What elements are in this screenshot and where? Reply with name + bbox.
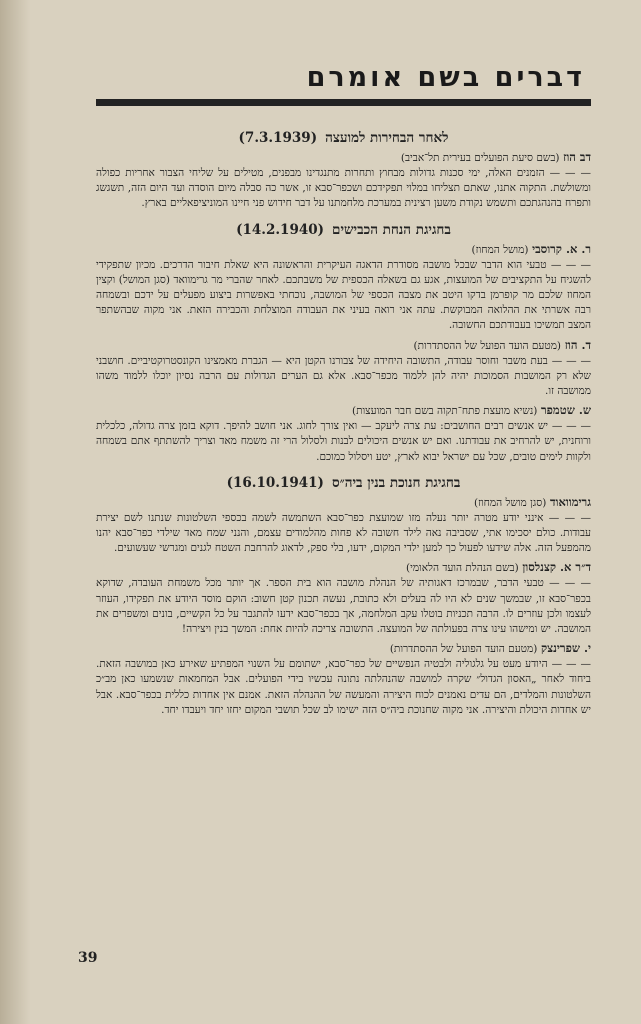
speaker-name: דב הוז [563,150,591,164]
speech-text: — — — אינני יודע מטרה יותר נעלה מזו שמועצת כפר־סבא השתמשה לשמה בכספי השלטונות שנתנו לשם יצירת עבודות. כולם יסכימו אתי, שסביבה נאה לילד חשובה לא פחות מהלמודים עצמם, והנני שמח מאד שילדי כפר־סבא יהנו מהמפעל הזה. אלה שידעו לפעול כך למען ילדי המקום, ידעו, בלי ספק, לדאוג להרחבת השטח לגנים ומגרשי שעשועים. [96,511,591,555]
speaker-role: (בשם סיעת הפועלים בעירית תל־אביב) [400,152,560,164]
speech-text: — — — טבעי הוא הדבר שבכל מושבה מסודרת הדאגה העיקרית והראשונה היא שאלת חיבור הדרכים. מכיון שתפקידי להשגיח על התקציבים של המועצות, אגע גם בשאלה הכספית של משבתכם. לאחר שהברי מר גרימוואד (סגן המושל) וקצין המחוז שלכם מר קופרמן בדקו היטב את מצבה הכספי של המושבה, נוכחתי באפשרות ביצוע מפעלים על ידכם ובשמחה רבה אשרתי את ההלואה המבוקשת. עתה אני רואה בעיני את העבודה המוצלחת והכבירה הזאת. אני מקוה שבהשתפר המצב תמשיכו בעבודתכם החשובה. [96,258,591,332]
section-roads [96,222,591,465]
section-elections [96,130,591,212]
section-heading: בחגיגת הנחת הכבישים [332,221,451,238]
speech-text: — — — הזמנים האלה, ימי סכנות גדולות מבחוץ ותחרות מתנגדינו מבפנים, מטילים על שליחי הצבור אחריות כפולה ומשולשת. התקוה אתנו, שאתם תצליחו במלוי תפקידכם ושכפר־סבא זו, אשר כה סבלה מיום הוסדה ועד היום הזה, תשגשג ותפרח בהנהגתכם ותשמש נקודת משען רצינית במערכת מלחמתנו על דבר חידוש פני חיינו המוניציפאליים בארץ. [96,167,591,210]
speaker-name: ש. שטמפר [541,403,591,418]
section-heading: לאחר הבחירות למועצה [325,130,449,146]
section-school [96,475,591,718]
page-header-title: דברים בשם אומרם [306,62,585,93]
page-number: 39 [78,950,98,966]
speaker-line [96,338,591,354]
speaker-name: ד״ר א. קצנלסון [522,560,591,575]
page-spine-shadow [0,0,30,1024]
speaker-line [96,560,591,576]
section-title [96,222,591,238]
section-title [96,130,591,146]
section-date: (7.3.1939) [238,130,318,146]
speaker-name: י. שפרינצק [540,641,591,656]
speaker-role: (מושל המחוז) [471,243,529,256]
speech-text: — — — טבעי הדבר, שבמרכז דאגותיה של הנהלת מושבה הוא בית הספר. אך יותר מכל משמחת העובדה, שדוקא בכפר־סבא זו, שבמשך שנים לא היו לה בעלים ולא כתובת, נעשה תכנון קטן חשוב: הוקם מוסד היודע את תפקידו, העוזר לעצמו ולכן עוזרים לו. הרבה תכניות בוטלו עקב המלחמה, אך בכפר־סבא ידעו להתגבר על כל הקשיים, בונים ומשפרים את המושבה. יש ומישהו עינו צרה בפעולתה של המועצה. התשובה צריכה להיות אחת: המשך בנין ויצירה! [96,577,591,636]
speaker-role: (מטעם הועד הפועל של ההסתדרות) [389,643,538,656]
speaker-line [96,495,591,511]
speech-text: — — — בעת משבר וחוסר עבודה, התשובה היחידה של צבורנו הקטן היא — הגברת מאמצינו הקונסטרוקטיביים. חושבני שלא רק המושבות הסמוכות יהיה להן ללמוד מכפר־סבא. אלא גם הערים הגדולות עם הרבה נסיון יוכלו ללמוד משהו ממושבה זו. [96,354,591,398]
speaker-name: גרימוואוד [549,494,591,509]
speech-text: — — — היודע מעט על גלגוליה ולבטיה הנפשיים של כפר־סבא, ישתומם על השנוי המפתיע שאירע כאן במושבה הזאת. ביחוד לאחר „האסון הגדול״ שקרה למושבה שהנהלתה נתונה עכשיו בידי הפועלים. אבל המחמאות שנשמעו כאן מב״כ השלטונות והמלדים, הם עדים נאמנים לכוח היצירה והמעשה של ההנהלה הזאת. אמנם אין אחדות כללית בכפר־סבא. אבל יש אחדות היכולת והיצירה. אני מקוה שחנוכת ביה״ס הזה ישימו לב שכל תושבי המקום יחזו יחד ויעבדו יחד. [96,658,591,716]
section-date: (14.2.1940) [236,221,325,238]
speech-text: — — — יש אנשים רבים החושבים: עת צרה ליעקב — ואין צורך לחוג. אני חושב להיפך. דוקא בזמן צרה גדולה, כלכלית ורוחנית, יש להרחיב את עבודתנו. ואם יש אנשים היכולים לבנות ולסלול הרי זה משמח מאד וצריך להשתתף אתם בשמחה ולקוות לימים טובים, שכל עם ישראל יבוא לארץ, יטע ויסלול כמוכם. [96,420,591,463]
speaker-role: (נשיא מועצת פתח־תקוה בשם חבר המועצות) [351,405,538,418]
speaker-line [96,150,591,166]
section-date: (16.10.1941) [226,474,324,491]
speaker-role: (בשם הנהלת הועד הלאומי) [405,562,519,575]
section-title [96,475,591,491]
header-rule [96,99,591,106]
speaker-line [96,242,591,258]
speaker-line [96,641,591,657]
section-heading: בחגיגת חנוכת בנין ביה״ס [331,474,461,491]
speaker-name: ד. הוז [564,337,591,352]
speaker-role: (מטעם הועד הפועל של ההסתדרות) [413,339,562,352]
speaker-name: ר. א. קרוסבי [532,241,591,256]
speaker-role: (סגן מושל המחוז) [473,496,547,509]
speaker-line [96,403,591,419]
